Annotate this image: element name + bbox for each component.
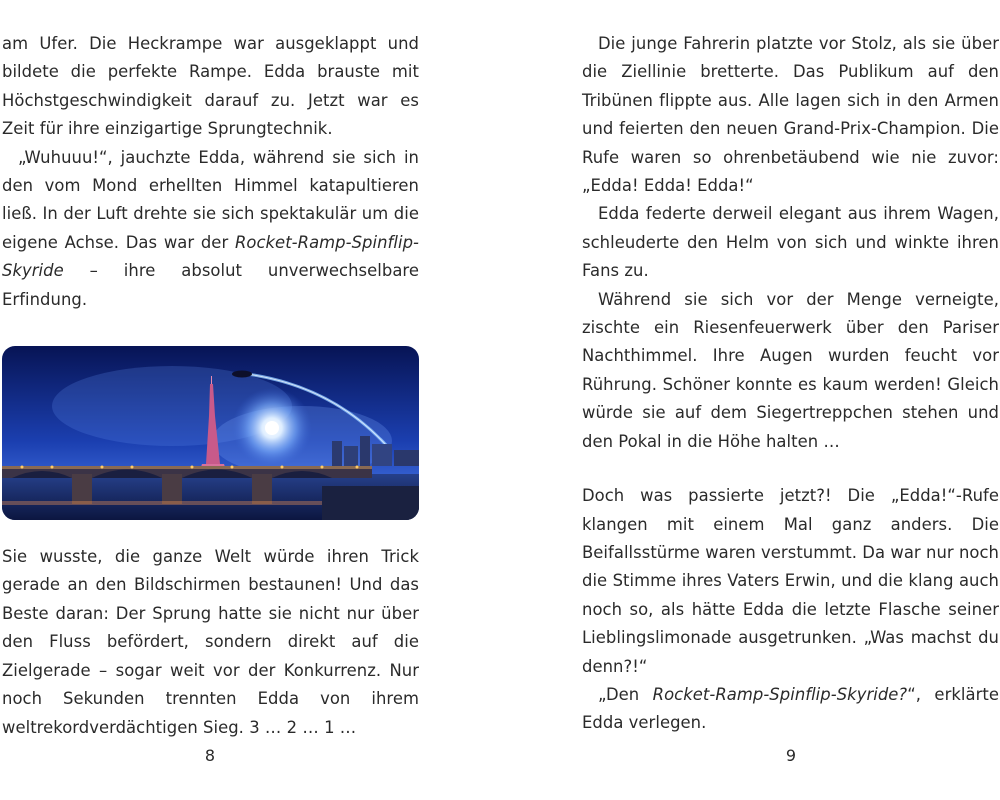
left-paragraph-1: am Ufer. Die Heckrampe war ausgeklappt und bildete die perfekte Rampe. Edda brauste mit Höchstgeschwindigkeit darauf zu. Jetzt war es Zeit für ihre einzigartige Sprungtechnik. — [2, 34, 419, 139]
page-number-left: 8 — [204, 746, 216, 765]
left-paragraph-2 — [2, 144, 419, 314]
paris-night-illustration — [2, 346, 419, 520]
left-paragraph-3: Sie wusste, die ganze Welt würde ihren Trick gerade an den Bildschirmen bestaunen! Und das Beste daran: Der Sprung hatte sie nicht nur über den Fluss befördert, sondern direkt auf die Zielgerade – sogar weit vor der Konkurrenz. Nur noch Sekunden trennten Edda von ihrem weltrekordverdächtigen Sieg. 3 … 2 … 1 … — [2, 547, 419, 737]
trick-name: Rocket-Ramp-Spinflip-Skyride — [2, 232, 419, 281]
page-number-right: 9 — [785, 746, 797, 765]
right-paragraph-5 — [582, 681, 999, 738]
right-paragraph-5-start: „Den — [598, 684, 653, 704]
trick-name-question: Rocket-Ramp-Spinflip-Skyride? — [652, 684, 908, 704]
right-paragraph-5-end: “, erklärte Edda verlegen. — [582, 684, 999, 733]
right-paragraph-4: Doch was passierte jetzt?! Die „Edda!“-Rufe klangen mit einem Mal ganz anders. Die Beifallsstürme waren verstummt. Da war nur noch die Stimme ihres Vaters Erwin, und die klang auch noch so, als hätte Edda die letzte Flasche seiner Lieblingslimonade ausgetrunken. „Was machst du denn?!“ — [582, 486, 999, 676]
left-page — [2, 30, 419, 742]
left-paragraph-2-start: „Wuhuuu!“, jauchzte Edda, während sie sich in den vom Mond erhellten Himmel katapultieren ließ. In der Luft drehte sie sich spektakulär um die eigene Achse. Das war der — [2, 147, 419, 252]
left-paragraph-2-end: – ihre absolut unverwechselbare Erfindung. — [2, 261, 419, 309]
right-paragraph-2: Edda federte derweil elegant aus ihrem Wagen, schleuderte den Helm von sich und winkte ihren Fans zu. — [582, 204, 999, 281]
right-paragraph-3: Während sie sich vor der Menge verneigte, zischte ein Riesenfeuerwerk über den Pariser Nachthimmel. Ihre Augen wurden feucht vor Rührung. Schöner konnte es kaum werden! Gleich würde sie auf dem Siegertreppchen stehen und den Pokal in die Höhe halten … — [582, 289, 999, 451]
right-paragraph-1: Die junge Fahrerin platzte vor Stolz, als sie über die Ziellinie bretterte. Das Publikum auf den Tribünen flippte aus. Alle lagen sich in den Armen und feierten den neuen Grand-Prix-Champion. Die Rufe waren so ohrenbetäubend wie nie zuvor: „Edda! Edda! Edda!“ — [582, 34, 999, 196]
right-page — [582, 30, 999, 738]
